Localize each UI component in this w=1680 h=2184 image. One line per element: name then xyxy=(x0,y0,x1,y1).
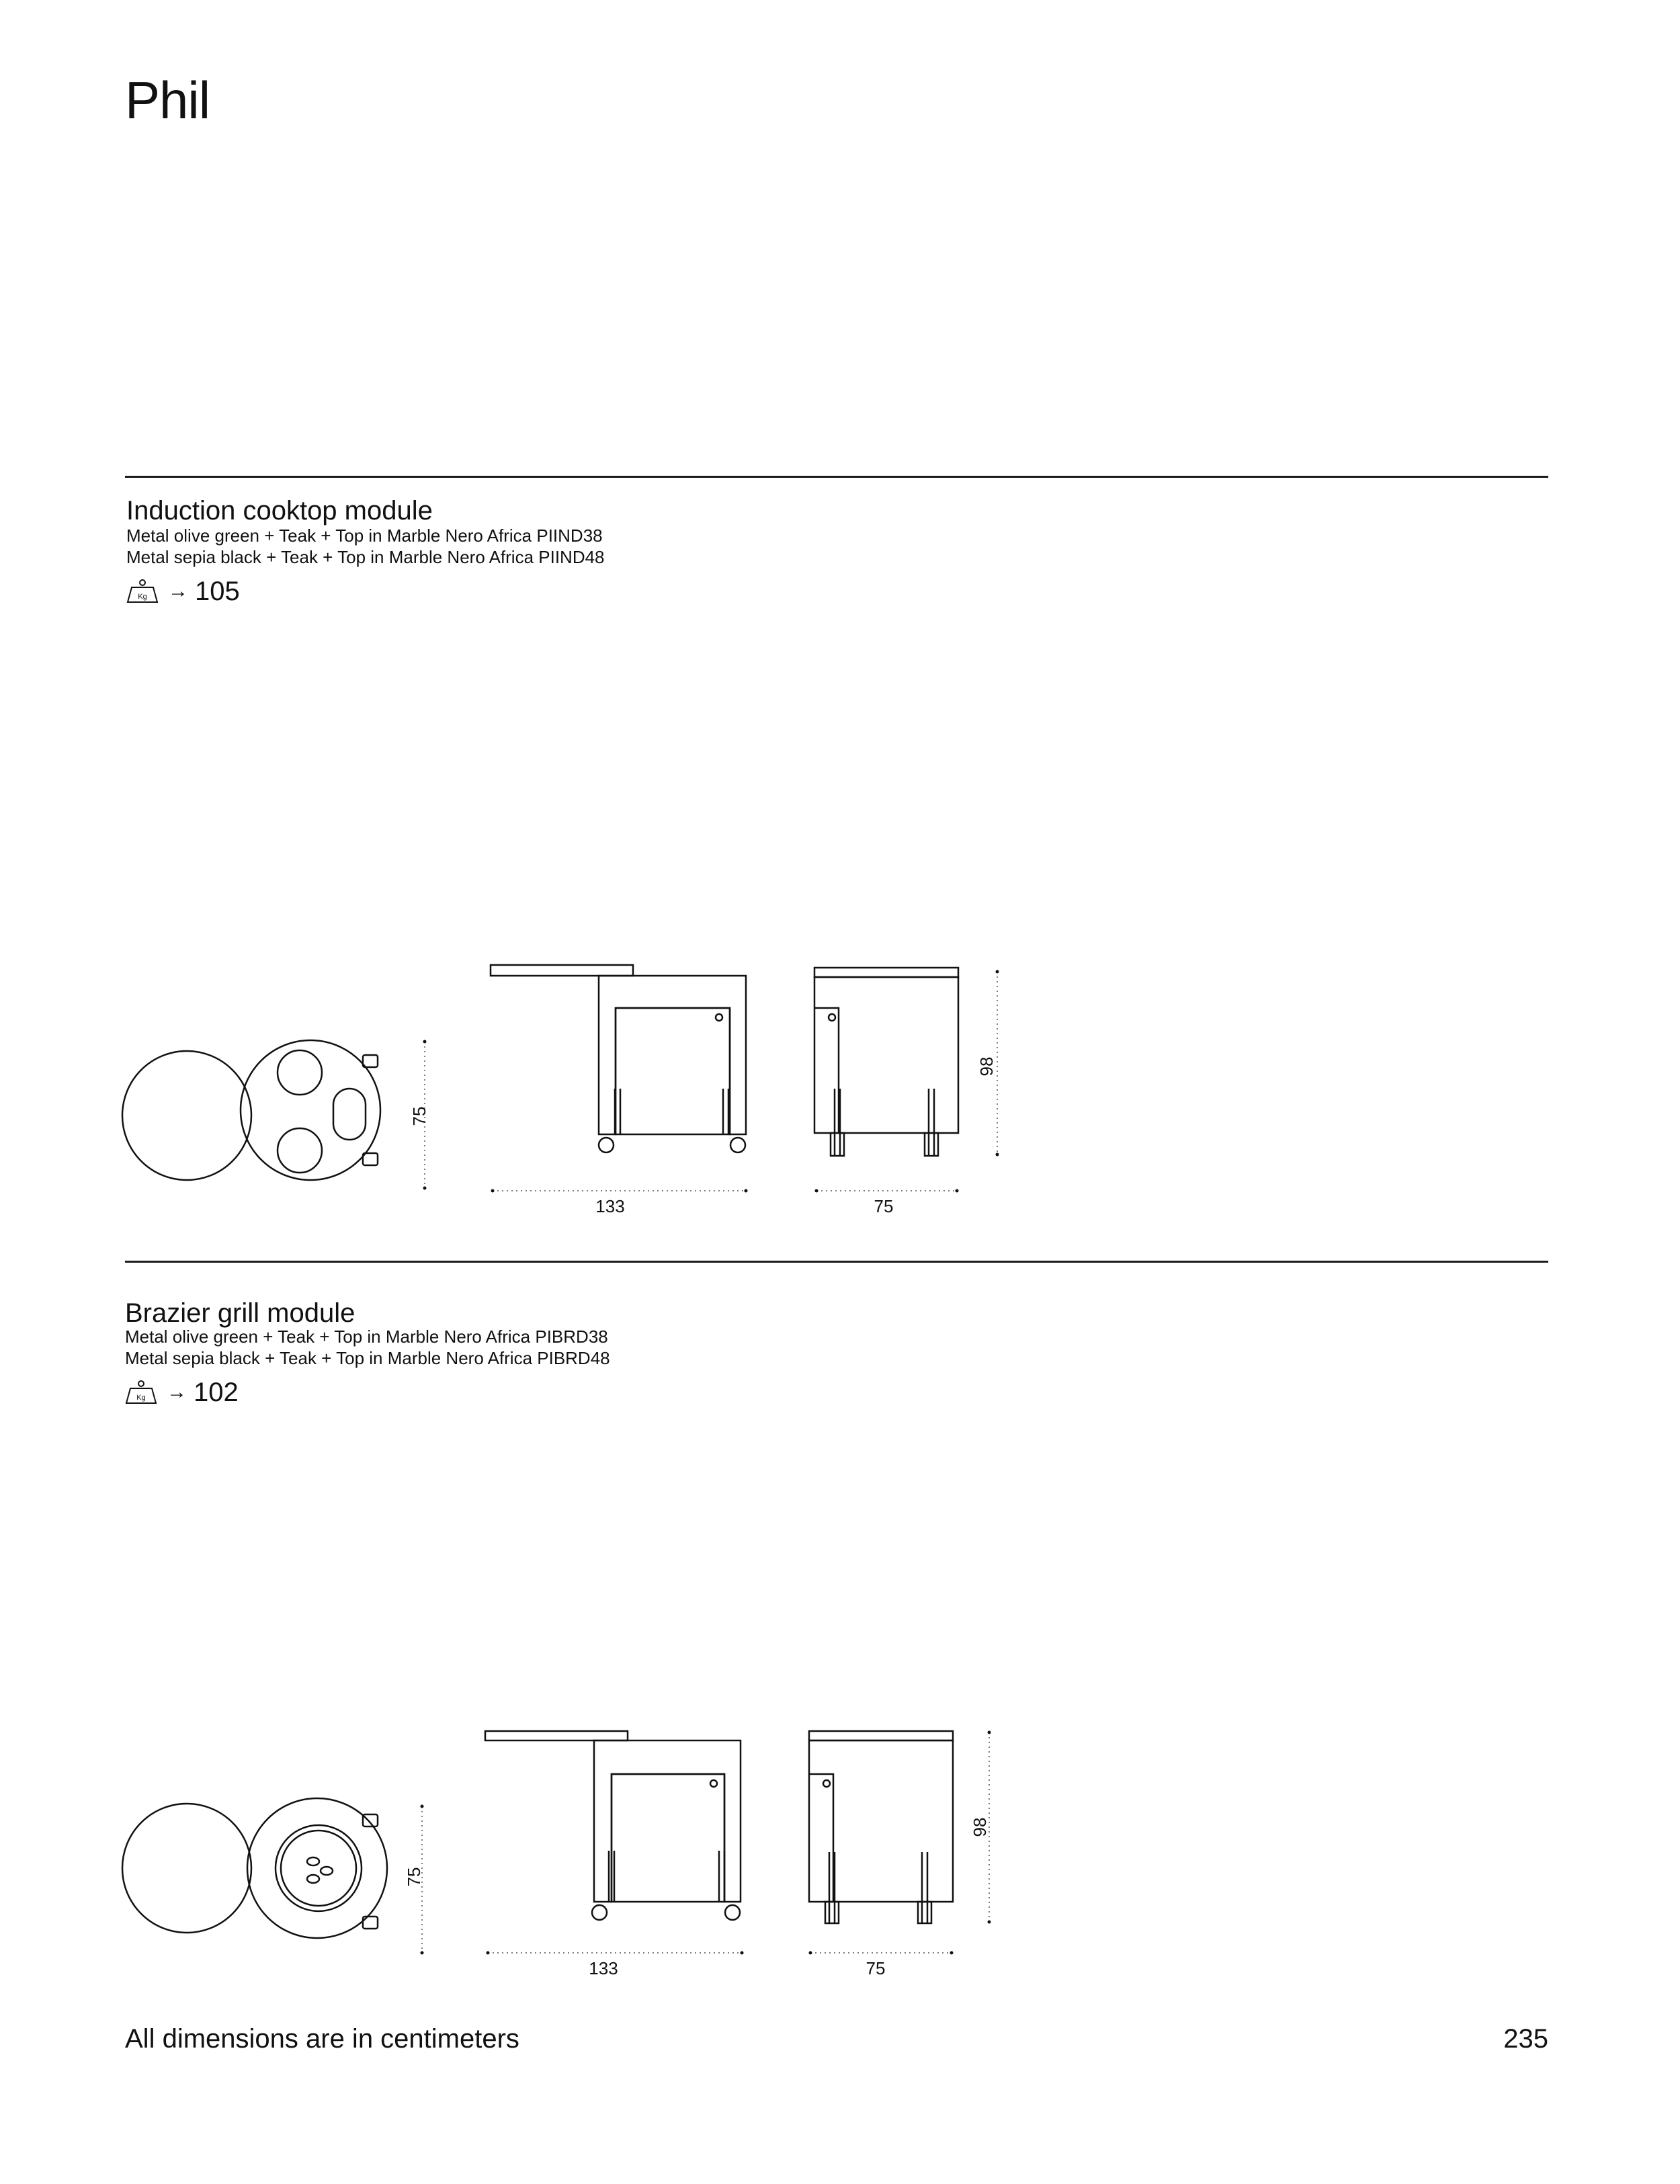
weight-arrow: → xyxy=(167,1381,187,1403)
plan-side-table xyxy=(122,1804,251,1933)
weight-value: 105 xyxy=(195,577,240,606)
section-title: Induction cooktop module xyxy=(126,496,433,526)
weight-value: 102 xyxy=(194,1378,239,1407)
page-number: 235 xyxy=(1503,2024,1548,2054)
dimension-side-width: 75 xyxy=(866,1958,886,1978)
variant-line: Metal sepia black + Teak + Top in Marble Nero Africa PIIND48 xyxy=(126,547,605,567)
dimension-height: 98 xyxy=(976,1056,997,1077)
dimension-depth: 75 xyxy=(409,1106,429,1126)
svg-text:Kg: Kg xyxy=(138,593,147,601)
variant-line: Metal sepia black + Teak + Top in Marble Nero Africa PIBRD48 xyxy=(125,1348,610,1368)
page-title: Phil xyxy=(125,71,210,130)
dimension-width: 133 xyxy=(589,1958,618,1978)
variant-line: Metal olive green + Teak + Top in Marble Nero Africa PIIND38 xyxy=(126,526,603,546)
dimensions-note: All dimensions are in centimeters xyxy=(125,2024,519,2054)
section-title: Brazier grill module xyxy=(125,1298,355,1328)
dimension-side-width: 75 xyxy=(874,1196,894,1216)
dimension-depth: 75 xyxy=(404,1867,424,1887)
variant-line: Metal olive green + Teak + Top in Marble Nero Africa PIBRD38 xyxy=(125,1327,608,1347)
dimension-width: 133 xyxy=(595,1196,625,1216)
weight-arrow: → xyxy=(168,580,188,602)
svg-text:Kg: Kg xyxy=(136,1394,146,1402)
dimension-height: 98 xyxy=(970,1817,990,1837)
